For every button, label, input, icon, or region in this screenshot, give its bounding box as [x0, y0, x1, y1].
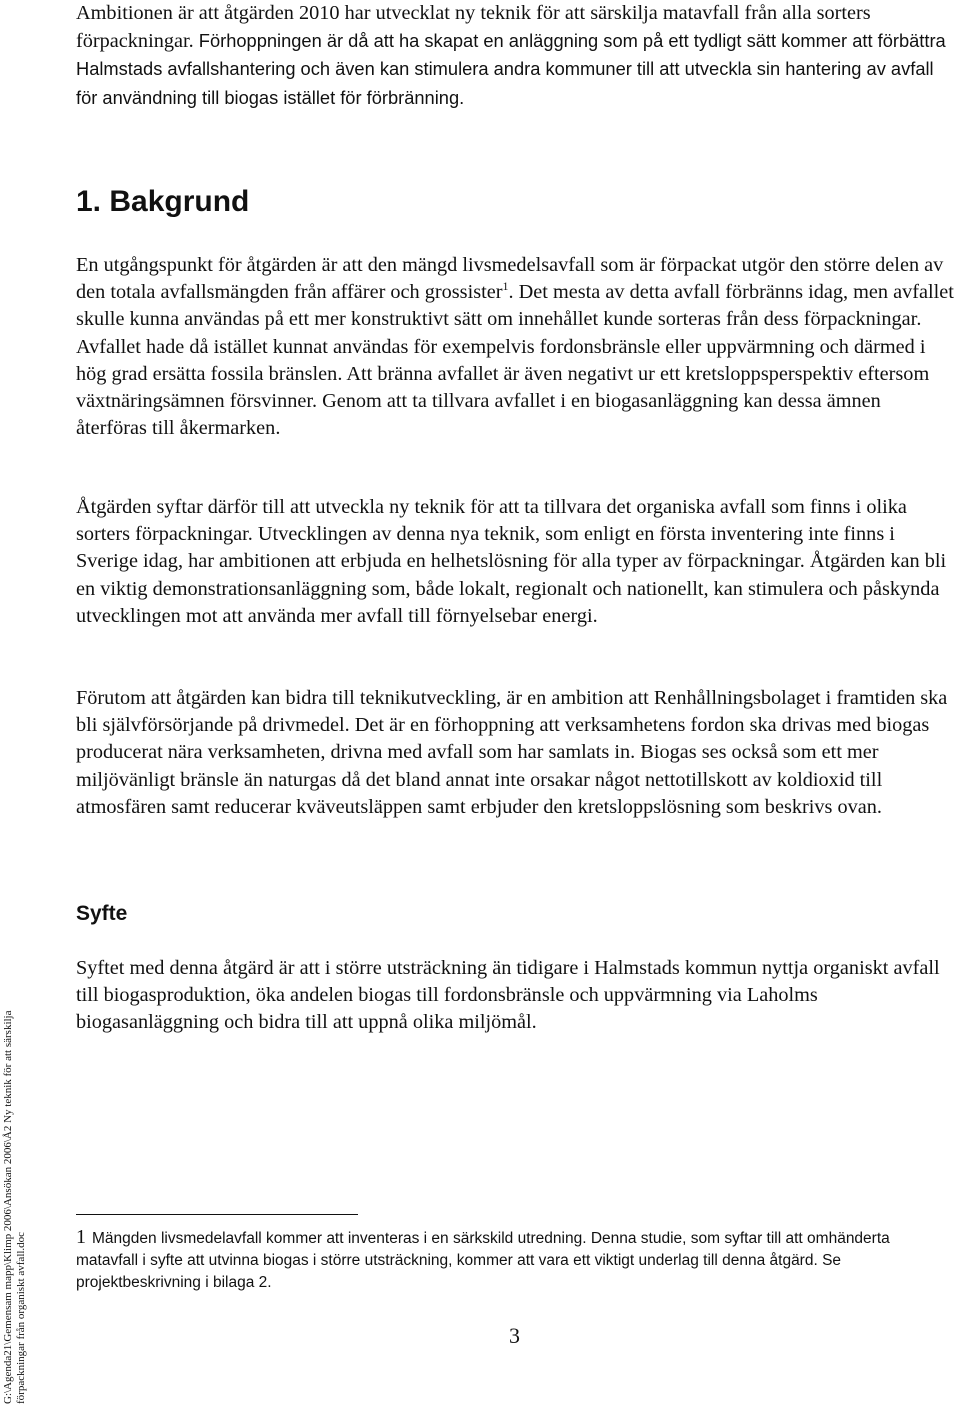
bakgrund-paragraph-1	[76, 252, 956, 442]
footnote-text: Mängden livsmedelavfall kommer att inventeras i en särkskild utredning. Denna studie, som syftar till att omhänderta matavfall i syfte att utvinna biogas i större utsträckning, kommer att vara ett viktigt underlag till denna åtgärd. Se projektbeskrivning i bilaga 2.	[76, 1230, 890, 1291]
bakgrund-paragraph-2: Åtgärden syftar därför till att utveckla ny teknik för att ta tillvara det organiska avfall som finns i olika sorters förpackningar. Utvecklingen av denna nya teknik, som enligt en första inventering inte finns i Sverige idag, har ambitionen att erbjuda en helhetslösning för alla typer av förpackningar. Åtgärden kan bli en viktig demonstrationsanläggning som, både lokalt, regionalt och nationellt, kan stimulera och påskynda utvecklingen mot att använda mer avfall till förnyelsebar energi.	[76, 496, 947, 627]
syfte-paragraph: Syftet med denna åtgärd är att i större utsträckning än tidigare i Halmstads kommun nyttja organiskt avfall till biogasproduktion, öka andelen biogas till fordonsbränsle och uppvärmning via Laholms biogasanläggning och bidra till att uppnå olika miljömål.	[76, 957, 940, 1034]
bakgrund-p1-text-b: . Det mesta av detta avfall förbränns idag, men avfallet skulle kunna användas på ett mer konstruktivt sätt om innehållet kunde sorteras från dess förpackningar. Avfallet hade då istället kunnat användas för exempelvis fordonsbränsle eller uppvärmning och därmed i hög grad ersätta fossila bränslen. Att bränna avfallet är även negativt ur ett kretsloppsperspektiv eftersom växtnäringsämnen försvinner. Genom att ta tillvara avfallet i en biogasanläggning kan dessa ämnen återföras till åkermarken.	[76, 281, 954, 440]
intro-rest: Förhoppningen är då att ha skapat en anläggning som på ett tydligt sätt kommer att förbättra Halmstads avfallshantering och även kan stimulera andra kommuner till att utveckla sin hantering av avfall för användning till biogas istället för förbränning.	[76, 30, 946, 108]
page-number: 3	[509, 1323, 520, 1348]
intro-paragraph	[76, 0, 956, 112]
file-path-line-1: G:\Agenda21\Gemensam mapp\Klimp 2006\Ansökan 2006\Å2 Ny teknik för att särskilja	[2, 1010, 14, 1404]
bakgrund-paragraph-3: Förutom att åtgärden kan bidra till teknikutveckling, är en ambition att Renhållningsbolaget i framtiden ska bli självförsörjande på drivmedel. Det är en förhoppning att verksamhetens fordon ska drivas med biogas producerat nära verksamheten, drivna med avfall som har samlats in. Biogas ses också som ett mer miljövänligt bränsle än naturgas då det bland annat inte orsakar något nettotillskott av koldioxid till atmosfären samt reducerar kväveutsläppen samt erbjuder den kretsloppslösning som beskrivs ovan.	[76, 687, 948, 818]
intro-lead: Ambitionen är att åtgärden 2010 har utvecklat ny teknik för att särskilja matavfall från alla sorters förpackningar.	[76, 2, 871, 53]
footnote-separator	[76, 1214, 358, 1215]
file-path-line-2: förpackningar från organiskt avfall.doc	[15, 1231, 27, 1404]
heading-syfte: Syfte	[76, 902, 128, 925]
footnote	[76, 1226, 956, 1294]
heading-bakgrund: 1. Bakgrund	[76, 185, 250, 218]
footnote-reference[interactable]: 1	[502, 279, 509, 294]
bakgrund-p1-text-a: En utgångspunkt för åtgärden är att den mängd livsmedelsavfall som är förpackat utgör den större delen av den totala avfallsmängden från affärer och grossister	[76, 254, 944, 304]
footnote-number: 1	[76, 1226, 86, 1248]
file-path-margin-note	[2, 974, 28, 1404]
